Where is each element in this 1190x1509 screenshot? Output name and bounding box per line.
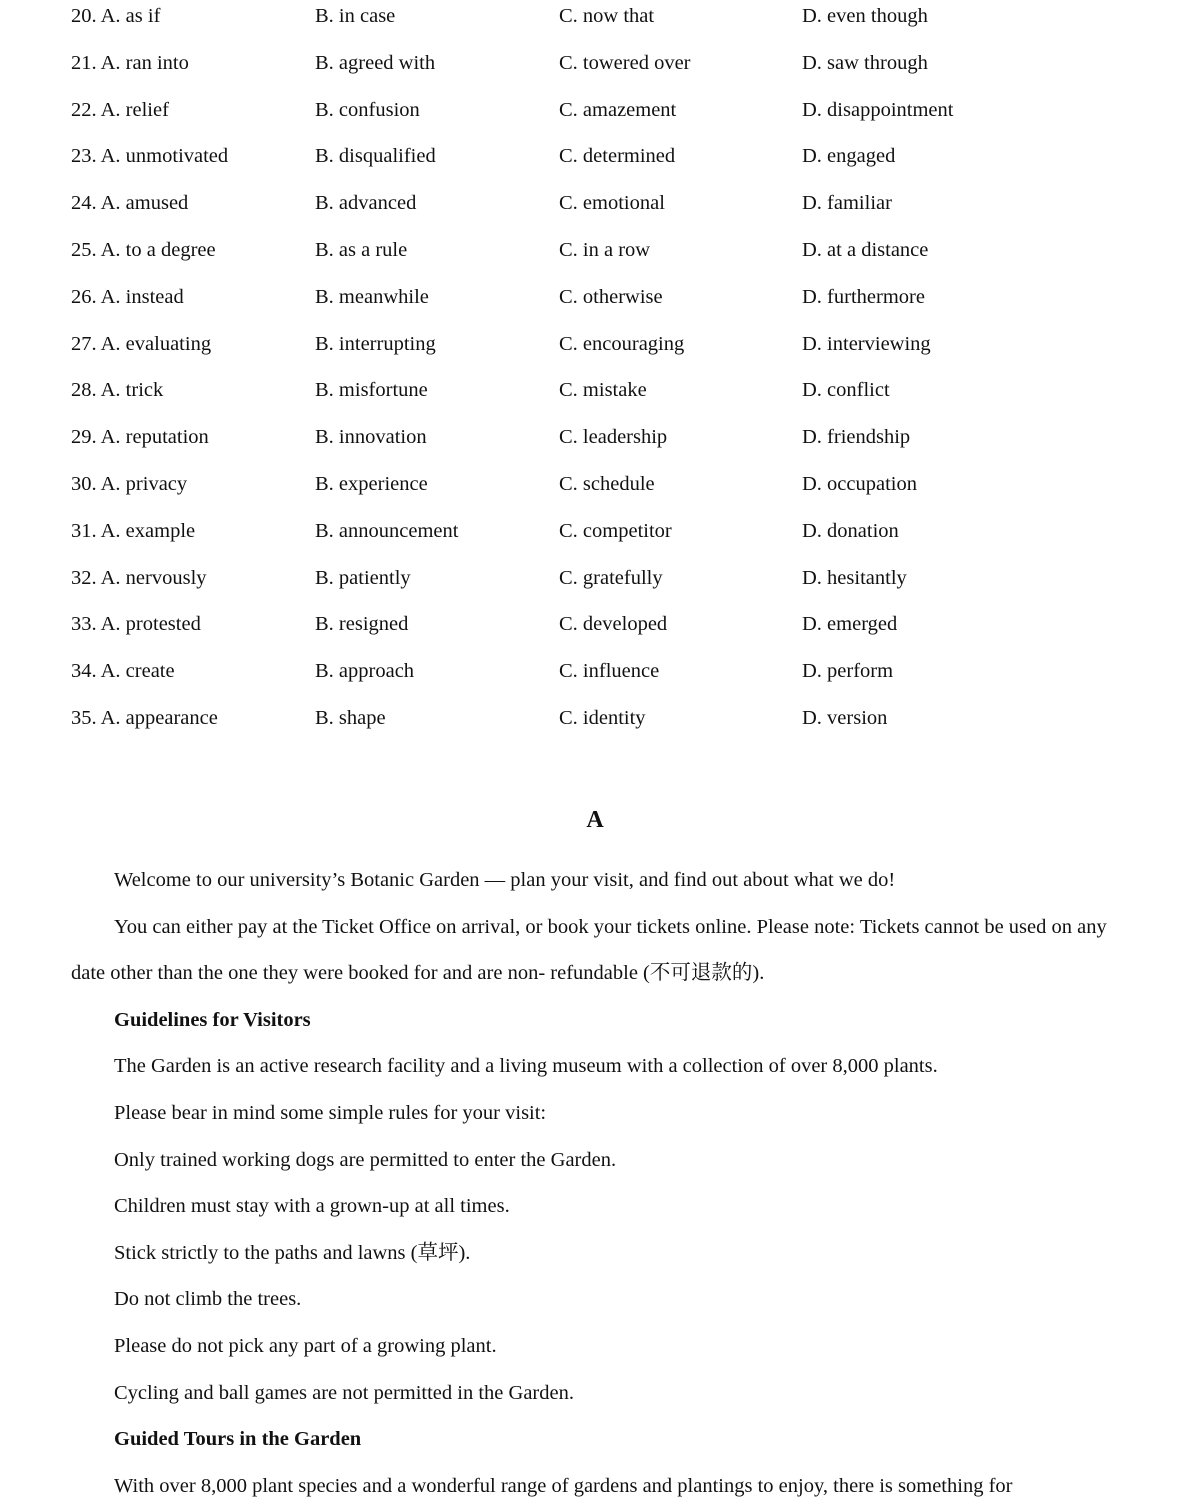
tours-heading: Guided Tours in the Garden (114, 1428, 362, 1451)
guidelines-heading: Guidelines for Visitors (114, 1008, 311, 1031)
tours-paragraph: With over 8,000 plant species and a wonderful range of gardens and plantings to enjoy, there is something for (114, 1474, 1013, 1497)
option-c: C. amazement (559, 98, 677, 121)
option-a (71, 281, 184, 313)
option-b: B. confusion (315, 98, 420, 121)
option-text: A. example (100, 519, 196, 542)
rule-item: Stick strictly to the paths and lawns (草坪). (114, 1241, 471, 1264)
option-c: C. schedule (559, 472, 655, 495)
option-d: D. emerged (802, 613, 898, 636)
option-b: B. patiently (315, 566, 411, 589)
question-row (71, 187, 1131, 234)
option-d: D. conflict (802, 379, 890, 402)
option-c: C. now that (559, 5, 655, 27)
option-b: B. innovation (315, 426, 427, 449)
option-b: B. experience (315, 472, 428, 495)
question-row (71, 515, 1131, 562)
rule-item: Children must stay with a grown-up at all times. (114, 1195, 510, 1218)
option-a (71, 515, 195, 547)
option-b: B. announcement (315, 519, 459, 542)
option-a (71, 328, 211, 360)
option-b: B. advanced (315, 192, 417, 215)
option-c: C. encouraging (559, 332, 685, 355)
question-number: 30. (71, 472, 97, 495)
option-b: B. in case (315, 5, 396, 27)
option-b: B. disqualified (315, 145, 436, 168)
welcome-paragraph: Welcome to our university’s Botanic Garden — plan your visit, and find out about what we do! (114, 869, 896, 891)
option-c: C. competitor (559, 519, 672, 542)
question-row (71, 47, 1131, 94)
option-b: B. as a rule (315, 238, 408, 261)
option-text: A. instead (100, 285, 184, 308)
option-d: D. donation (802, 519, 899, 542)
option-a (71, 140, 228, 172)
rules-intro: Please bear in mind some simple rules for your visit: (114, 1101, 547, 1124)
question-number: 33. (71, 613, 97, 636)
option-text: A. protested (100, 613, 201, 636)
question-row (71, 608, 1131, 655)
option-c: C. identity (559, 706, 646, 729)
option-a (71, 234, 216, 266)
rule-item: Do not climb the trees. (114, 1288, 302, 1311)
question-row (71, 94, 1131, 141)
option-b: B. approach (315, 660, 415, 683)
option-text: A. create (100, 660, 175, 683)
question-number: 23. (71, 145, 97, 168)
option-c: C. towered over (559, 51, 691, 74)
passage-heading: A (586, 807, 604, 833)
question-number: 25. (71, 238, 97, 261)
option-d: D. hesitantly (802, 566, 907, 589)
option-c: C. leadership (559, 426, 668, 449)
question-row (71, 0, 1131, 47)
question-row (71, 421, 1131, 468)
question-number: 32. (71, 566, 97, 589)
option-d: D. furthermore (802, 285, 925, 308)
option-d: D. familiar (802, 192, 892, 215)
option-text: A. amused (100, 192, 189, 215)
option-d: D. perform (802, 660, 894, 683)
option-text: A. privacy (100, 472, 188, 495)
option-a (71, 187, 188, 219)
question-row (71, 655, 1131, 702)
question-row (71, 140, 1131, 187)
option-d: D. interviewing (802, 332, 931, 355)
facility-paragraph: The Garden is an active research facility and a living museum with a collection of over 8,000 plants. (114, 1055, 938, 1078)
question-row (71, 562, 1131, 609)
option-a (71, 562, 207, 594)
option-d: D. friendship (802, 426, 911, 449)
option-c: C. emotional (559, 192, 665, 215)
option-a (71, 374, 163, 406)
question-row (71, 234, 1131, 281)
rule-item: Please do not pick any part of a growing plant. (114, 1334, 497, 1357)
option-a (71, 94, 169, 126)
passage-a (71, 857, 1121, 1509)
option-c: C. gratefully (559, 566, 663, 589)
option-a (71, 421, 209, 453)
question-number: 28. (71, 379, 97, 402)
option-text: A. reputation (100, 426, 209, 449)
option-a (71, 655, 175, 687)
option-d: D. engaged (802, 145, 896, 168)
answer-options-list (71, 0, 1131, 749)
option-text: A. as if (100, 5, 161, 27)
option-d: D. saw through (802, 51, 928, 74)
option-b: B. misfortune (315, 379, 428, 402)
option-a (71, 47, 189, 79)
question-number: 26. (71, 285, 97, 308)
option-c: C. determined (559, 145, 676, 168)
question-number: 35. (71, 706, 97, 729)
option-c: C. mistake (559, 379, 647, 402)
question-number: 21. (71, 51, 97, 74)
question-number: 34. (71, 660, 97, 683)
option-c: C. influence (559, 660, 660, 683)
option-a (71, 702, 218, 734)
option-text: A. evaluating (100, 332, 212, 355)
question-number: 27. (71, 332, 97, 355)
option-d: D. disappointment (802, 98, 954, 121)
rule-item: Cycling and ball games are not permitted in the Garden. (114, 1381, 574, 1404)
option-text: A. relief (100, 98, 169, 121)
question-number: 29. (71, 426, 97, 449)
option-text: A. trick (100, 379, 164, 402)
rule-item: Only trained working dogs are permitted to enter the Garden. (114, 1148, 617, 1171)
option-b: B. shape (315, 706, 386, 729)
tickets-paragraph: You can either pay at the Ticket Office on arrival, or book your tickets online. Please note: Tickets cannot be used on any date other than the one they were booked for and are non- refundable (不可退款的). (71, 915, 1107, 985)
option-c: C. developed (559, 613, 668, 636)
option-d: D. occupation (802, 472, 917, 495)
option-c: C. otherwise (559, 285, 663, 308)
question-number: 20. (71, 5, 97, 27)
option-a (71, 608, 201, 640)
question-row (71, 702, 1131, 749)
question-row (71, 374, 1131, 421)
option-a (71, 0, 160, 32)
option-b: B. agreed with (315, 51, 436, 74)
option-c: C. in a row (559, 238, 651, 261)
question-row (71, 468, 1131, 515)
question-number: 24. (71, 192, 97, 215)
option-b: B. interrupting (315, 332, 436, 355)
question-number: 22. (71, 98, 97, 121)
option-text: A. to a degree (100, 238, 216, 261)
option-a (71, 468, 187, 500)
option-text: A. appearance (100, 706, 218, 729)
option-text: A. ran into (100, 51, 189, 74)
option-d: D. even though (802, 5, 928, 27)
option-text: A. nervously (100, 566, 207, 589)
option-d: D. version (802, 706, 888, 729)
option-text: A. unmotivated (100, 145, 229, 168)
option-d: D. at a distance (802, 238, 929, 261)
question-number: 31. (71, 519, 97, 542)
question-row (71, 281, 1131, 328)
option-b: B. meanwhile (315, 285, 429, 308)
option-b: B. resigned (315, 613, 409, 636)
question-row (71, 328, 1131, 375)
